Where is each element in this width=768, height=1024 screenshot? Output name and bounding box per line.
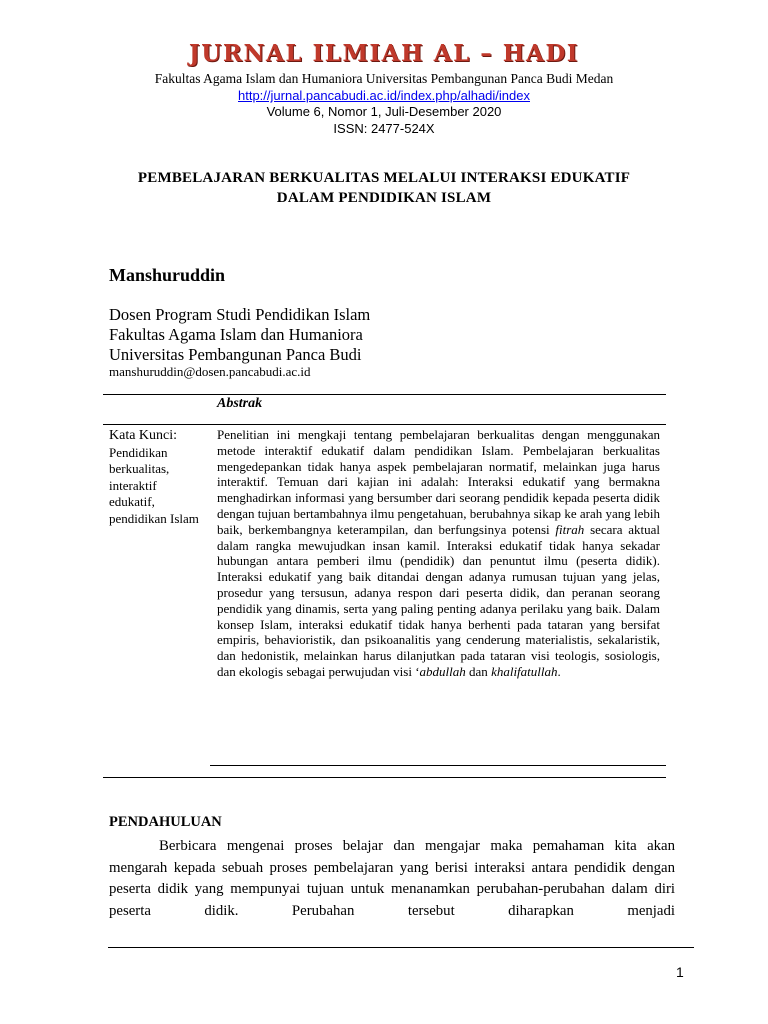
journal-title: JURNAL ILMIAH AL – HADI xyxy=(188,40,580,67)
author-email: manshuruddin@dosen.pancabudi.ac.id xyxy=(109,364,311,379)
article-title xyxy=(0,168,768,208)
abstract-header-rule xyxy=(103,424,666,425)
abstract-heading: Abstrak xyxy=(217,396,263,411)
abstract-text-3: dan xyxy=(469,663,488,679)
journal-faculty: Fakultas Agama Islam dan Humaniora Universitas Pembangunan Panca Budi Medan xyxy=(154,71,614,86)
author-affiliation-1: Dosen Program Studi Pendidikan Islam xyxy=(109,305,371,324)
article-title-line-2: DALAM PENDIDIKAN ISLAM xyxy=(276,190,492,206)
abstract-body xyxy=(217,427,660,680)
abstract-bottom-rule-inner xyxy=(210,765,666,766)
abstract-text-end: . xyxy=(557,663,561,679)
keywords-list: Pendidikan berkualitas, interaktif edukatif, pendidikan Islam xyxy=(109,445,199,526)
abstract-text-1: Penelitian ini mengkaji tentang pembelajaran berkualitas dengan menggunakan metode interaktif edukatif dalam pendidikan Islam. Pembelajaran berkualitas mengedepankan tidak hanya aspek pembelajaran normatif, melainkan juga harus interaktif. Temuan dari kajian ini adalah: Interaksi edukatif yang bermakna menghadirkan informasi yang bersumber dari seorang pendidik kepada peserta didik dengan tujuan bertambahnya ilmu pengetahuan, berubahnya sikap ke arah yang lebih baik, berkembangnya keterampilan, dan berfungsinya potensi xyxy=(217,427,660,537)
journal-issn: ISSN: 2477-524X xyxy=(333,121,435,136)
footer-rule xyxy=(108,947,694,948)
abstract-term-abdullah: abdullah xyxy=(419,663,466,679)
abstract-term-khalifatullah: khalifatullah xyxy=(491,663,558,679)
abstract-bottom-rule xyxy=(103,777,666,778)
abstract-term-fitrah: fitrah xyxy=(555,521,585,537)
article-title-line-1: PEMBELAJARAN BERKUALITAS MELALUI INTERAKSI EDUKATIF xyxy=(137,170,631,186)
keywords-label: Kata Kunci: xyxy=(109,428,178,443)
journal-volume: Volume 6, Nomor 1, Juli-Desember 2020 xyxy=(266,104,502,119)
journal-url-link[interactable]: http://jurnal.pancabudi.ac.id/index.php/alhadi/index xyxy=(238,88,530,103)
author-name: Manshuruddin xyxy=(109,265,226,285)
abstract-text-2: secara aktual dalam rangka mewujudkan insan kamil. Interaksi edukatif tidak hanya sekadar hubungan antara pemberi ilmu (pendidik) dan penuntut ilmu (peserta didik). Interaksi edukatif yang baik ditandai dengan adanya rumusan tujuan yang jelas, prosedur yang tersusun, adanya respon dari peserta didik, dan peranan seorang pendidik yang dinamis, serta yang paling penting adanya perilaku yang baik. Dalam konsep Islam, interaksi edukatif tidak hanya berhenti pada tataran yang bersifat empiris, behavioristik, dan psikoanalitis yang cenderung materialistis, sekalaristik, dan hedonistik, melainkan harus dilanjutkan pada tataran visi teologis, sosiologis, dan ekologis sebagai perwujudan visi ‘ xyxy=(217,521,661,679)
page-number: 1 xyxy=(676,964,684,980)
abstract-top-rule xyxy=(103,394,666,395)
introduction-body: Berbicara mengenai proses belajar dan mengajar maka pemahaman kita akan mengarah kepada sebuah proses pembelajaran yang berisi interaksi antara pendidik dengan peserta didik yang mempunyai tujuan untuk menanamkan perubahan-perubahan dalam diri peserta didik. Perubahan tersebut diharapkan menjadi xyxy=(109,838,675,919)
author-affiliation-3: Universitas Pembangunan Panca Budi xyxy=(109,345,362,364)
author-affiliation-2: Fakultas Agama Islam dan Humaniora xyxy=(109,325,363,344)
section-heading-introduction: PENDAHULUAN xyxy=(109,814,222,830)
